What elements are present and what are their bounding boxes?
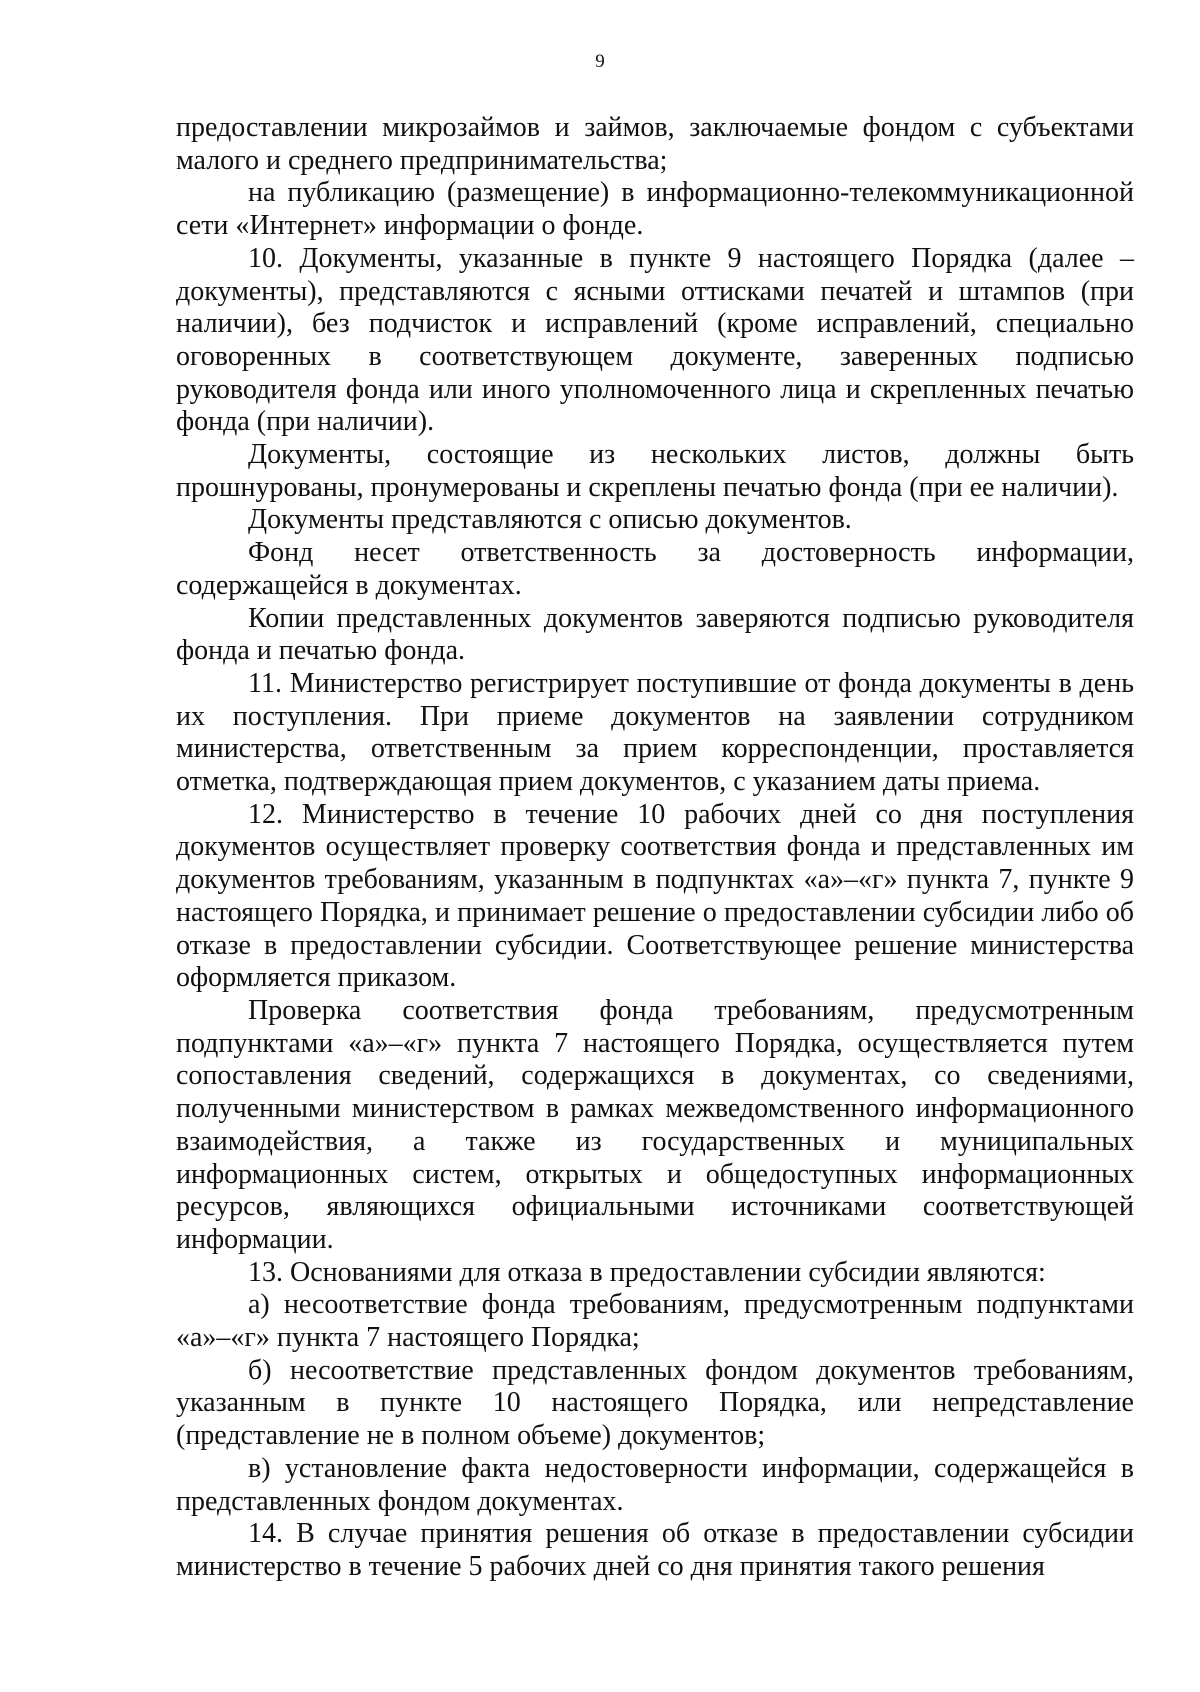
document-body [176,112,1134,1584]
paragraph: Проверка соответствия фонда требованиям, предусмотренным подпунктами «а»–«г» пункта 7 настоящего Порядка, осуществляется путем сопоставления сведений, содержащихся в документах, со сведениями, полученными министерством в рамках межведомственного информационного взаимодействия, а также из государственных и муниципальных информационных систем, открытых и общедоступных информационных ресурсов, являющихся официальными источниками соответствующей информации. [176,994,1134,1255]
paragraph: 10. Документы, указанные в пункте 9 настоящего Порядка (далее – документы), представляются с ясными оттисками печатей и штампов (при наличии), без подчисток и исправлений (кроме исправлений, специально оговоренных в соответствующем документе, заверенных подписью руководителя фонда или иного уполномоченного лица и скрепленных печатью фонда (при наличии). [176,242,1134,438]
paragraph: предоставлении микрозаймов и займов, заключаемые фондом с субъектами малого и среднего предпринимательства; [176,112,1134,176]
paragraph: в) установление факта недостоверности информации, содержащейся в представленных фондом документах. [176,1452,1134,1517]
paragraph: а) несоответствие фонда требованиям, предусмотренным подпунктами «а»–«г» пункта 7 настоящего Порядка; [176,1289,1134,1354]
page-number: 9 [595,51,605,72]
paragraph: 13. Основаниями для отказа в предоставлении субсидии являются: [248,1256,1046,1288]
paragraph: Документы представляются с описью документов. [248,504,852,536]
paragraph: на публикацию (размещение) в информационно-телекоммуникационной сети «Интернет» информации о фонде. [176,177,1134,242]
paragraph: 12. Министерство в течение 10 рабочих дней со дня поступления документов осуществляет проверку соответствия фонда и представленных им документов требованиям, указанным в подпунктах «а»–«г» пункта 7, пункте 9 настоящего Порядка, и принимает решение о предоставлении субсидии либо об отказе в предоставлении субсидии. Соответствующее решение министерства оформляется приказом. [176,798,1134,994]
paragraph: 11. Министерство регистрирует поступившие от фонда документы в день их поступления. При приеме документов на заявлении сотрудником министерства, ответственным за прием корреспонденции, проставляется отметка, подтверждающая прием документов, с указанием даты приема. [176,667,1134,798]
paragraph: б) несоответствие представленных фондом документов требованиям, указанным в пункте 10 настоящего Порядка, или непредставление (представление не в полном объеме) документов; [176,1354,1134,1452]
paragraph: Документы, состоящие из нескольких листов, должны быть прошнурованы, пронумерованы и скреплены печатью фонда (при ее наличии). [176,439,1134,503]
paragraph: Копии представленных документов заверяются подписью руководителя фонда и печатью фонда. [176,602,1134,667]
paragraph: 14. В случае принятия решения об отказе в предоставлении субсидии министерство в течение 5 рабочих дней со дня принятия такого решения [176,1518,1134,1582]
paragraph: Фонд несет ответственность за достоверность информации, содержащейся в документах. [176,537,1134,601]
